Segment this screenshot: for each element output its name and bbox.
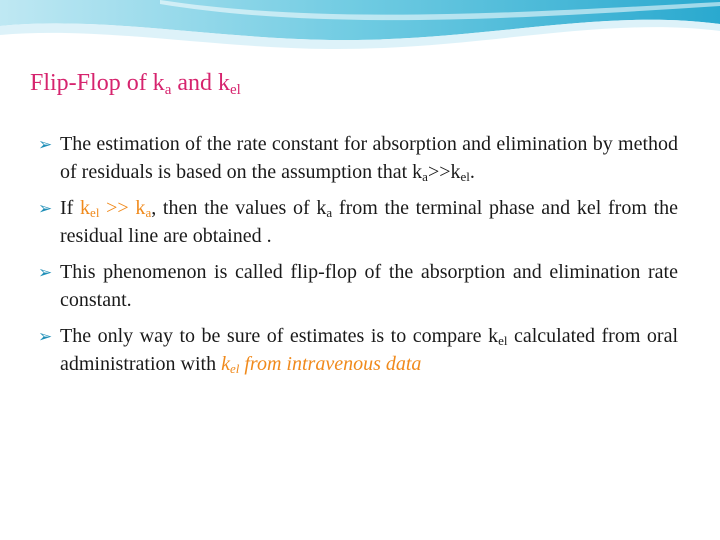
- bullet-list: [38, 130, 678, 386]
- bullet-item: ➢ The only way to be sure of estimates is to compare $k_{el}$ calculated from oral administration with $k_{el}$ from intravenous data: [38, 325, 678, 376]
- slide-title: Flip-Flop of $k_a$ and $k_{el}$: [30, 70, 241, 98]
- arrow-bullet-icon: ➢: [38, 263, 53, 283]
- highlight-text: $k_{el}$ from intravenous data: [221, 353, 422, 376]
- bullet-item: ➢ The estimation of the rate constant for absorption and elimination by method of residuals is based on the assumption that $k_a>>k_{el}$.: [38, 133, 678, 184]
- arrow-bullet-icon: ➢: [38, 199, 53, 219]
- header-wave-decoration: [0, 0, 720, 80]
- highlight-text: $k_{el} >> k_a$: [80, 197, 152, 220]
- arrow-bullet-icon: ➢: [38, 327, 53, 347]
- bullet-item: ➢ This phenomenon is called flip-flop of the absorption and elimination rate constant.: [38, 261, 678, 311]
- arrow-bullet-icon: ➢: [38, 135, 53, 155]
- bullet-item: ➢ If $k_{el} >> k_a$, then the values of $k_a$ from the terminal phase and kel from the residual line are obtained .: [38, 197, 679, 247]
